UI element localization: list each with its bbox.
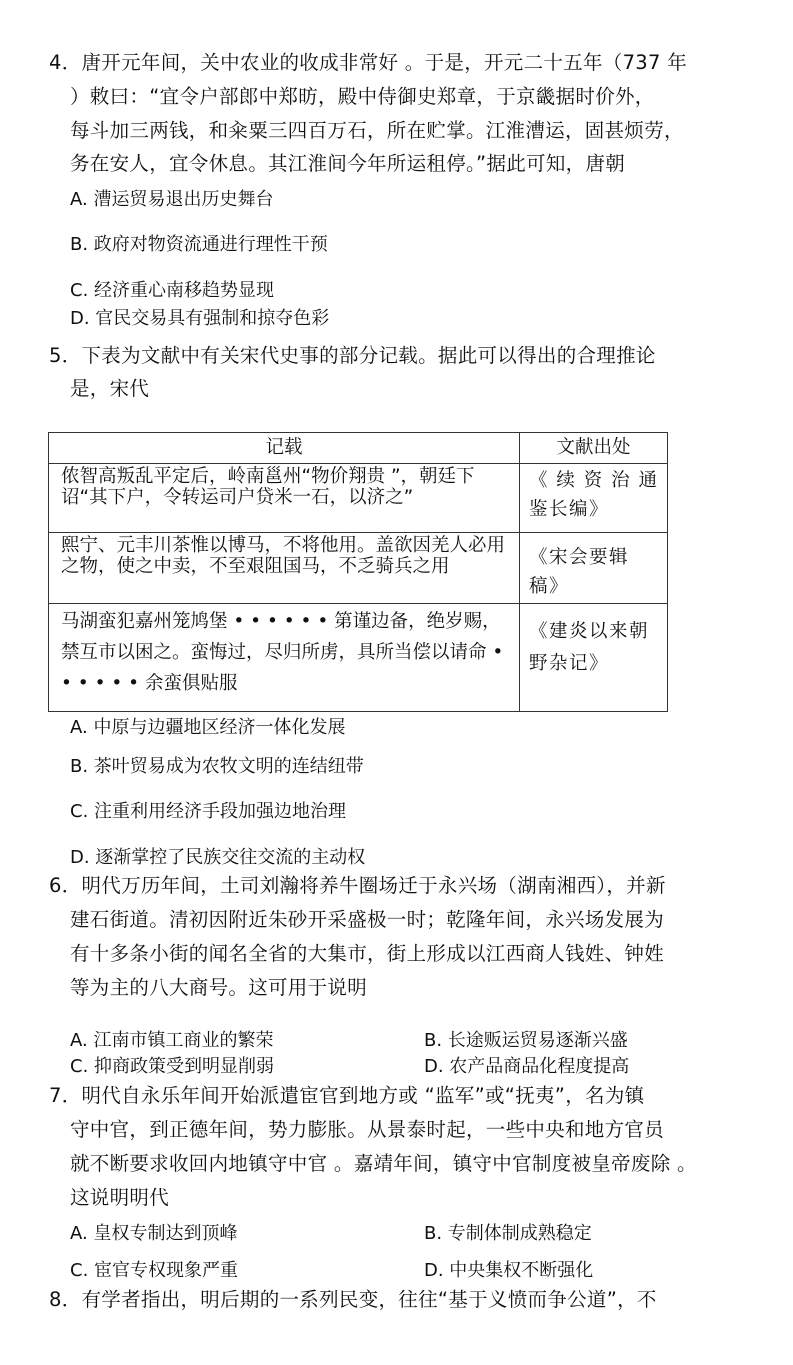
table-row <box>49 533 668 604</box>
table-row <box>49 604 668 712</box>
header-source: 文献出处 <box>520 433 668 464</box>
source-cell: 《宋会要辑稿》 <box>520 533 668 604</box>
records-table <box>48 432 668 712</box>
q7-line-4: 这说明明代 <box>70 1186 170 1209</box>
q7-line-2: 守中官，到正德年间，势力膨胀。从景泰时起，一些中央和地方官员 <box>70 1118 665 1141</box>
q5-option-b: B. 茶叶贸易成为农牧文明的连结纽带 <box>70 756 364 777</box>
source-cell: 《 续 资 治 通 鉴长编》 <box>520 464 668 533</box>
q4-option-b: B. 政府对物资流通进行理性干预 <box>70 234 328 255</box>
q4-line-2: ）敕曰：“宜令户部郎中郑昉，殿中侍御史郑章，于京畿据时价外， <box>70 85 655 108</box>
q5-line-2: 是，宋代 <box>70 377 150 400</box>
q6-line-4: 等为主的八大商号。这可用于说明 <box>70 976 368 999</box>
q7-option-d: D. 中央集权不断强化 <box>424 1260 594 1281</box>
header-record: 记载 <box>49 433 520 464</box>
q5-option-a: A. 中原与边疆地区经济一体化发展 <box>70 717 346 738</box>
q6-line-3: 有十多条小街的闻名全省的大集市，街上形成以江西商人钱姓、钟姓 <box>70 942 665 965</box>
q6-option-d: D. 农产品商品化程度提高 <box>424 1056 630 1077</box>
q7-option-a: A. 皇权专制达到顶峰 <box>70 1223 238 1244</box>
q8-line-1: 8．有学者指出，明后期的一系列民变，往往“基于义愤而争公道”，不 <box>49 1288 657 1311</box>
q4-option-a: A. 漕运贸易退出历史舞台 <box>70 189 274 210</box>
q7-option-c: C. 宦官专权现象严重 <box>70 1260 239 1281</box>
q4-line-3: 每斗加三两钱，和籴粟三四百万石，所在贮掌。江淮漕运，固甚烦劳， <box>70 119 684 142</box>
source-cell: 《建炎以来朝野杂记》 <box>520 604 668 712</box>
q6-line-2: 建石街道。清初因附近朱砂开采盛极一时；乾隆年间，永兴场发展为 <box>70 908 665 931</box>
q6-option-c: C. 抑商政策受到明显削弱 <box>70 1056 275 1077</box>
q5-line-1: 5．下表为文献中有关宋代史事的部分记载。据此可以得出的合理推论 <box>49 344 656 367</box>
table-header-row <box>49 433 668 464</box>
q4-option-d: D. 官民交易具有强制和掠夺色彩 <box>70 308 330 329</box>
q7-line-1: 7．明代自永乐年间开始派遣宦官到地方或 “监军”或“抚夷”，名为镇 <box>49 1084 645 1107</box>
record-cell: 马湖蛮犯嘉州笼鸠堡 • • • • • • 第谨边备，绝岁赐，禁互市以困之。蛮悔过，尽归所虏，具所当偿以请命 • • • • • • 余蛮俱贴服 <box>49 604 520 712</box>
q7-line-3: 就不断要求收回内地镇守中官 。嘉靖年间，镇守中官制度被皇帝废除 。 <box>70 1152 697 1175</box>
q4-line-1: 4．唐开元年间，关中农业的收成非常好 。于是，开元二十五年（737 年 <box>49 51 688 74</box>
q6-option-b: B. 长途贩运贸易逐渐兴盛 <box>424 1030 628 1051</box>
q4-option-c: C. 经济重心南移趋势显现 <box>70 280 275 301</box>
table-row <box>49 464 668 533</box>
q6-option-a: A. 江南市镇工商业的繁荣 <box>70 1030 274 1051</box>
q6-line-1: 6．明代万历年间，土司刘瀚将养牛圈场迁于永兴场（湖南湘西），并新 <box>49 874 666 897</box>
q4-line-4: 务在安人，宜令休息。其江淮间今年所运租停。”据此可知，唐朝 <box>70 152 626 175</box>
q5-option-c: C. 注重利用经济手段加强边地治理 <box>70 801 347 822</box>
record-cell: 熙宁、元丰川茶惟以博马，不将他用。盖欲因羌人必用之物，使之中卖，不至艰阻国马，不乏骑兵之用 <box>49 533 520 604</box>
q7-option-b: B. 专制体制成熟稳定 <box>424 1223 592 1244</box>
record-cell: 侬智高叛乱平定后，岭南邕州“物价翔贵 ”，朝廷下诏“其下户，令转运司户贷米一石，以济之” <box>49 464 520 533</box>
q5-option-d: D. 逐渐掌控了民族交往交流的主动权 <box>70 847 366 868</box>
